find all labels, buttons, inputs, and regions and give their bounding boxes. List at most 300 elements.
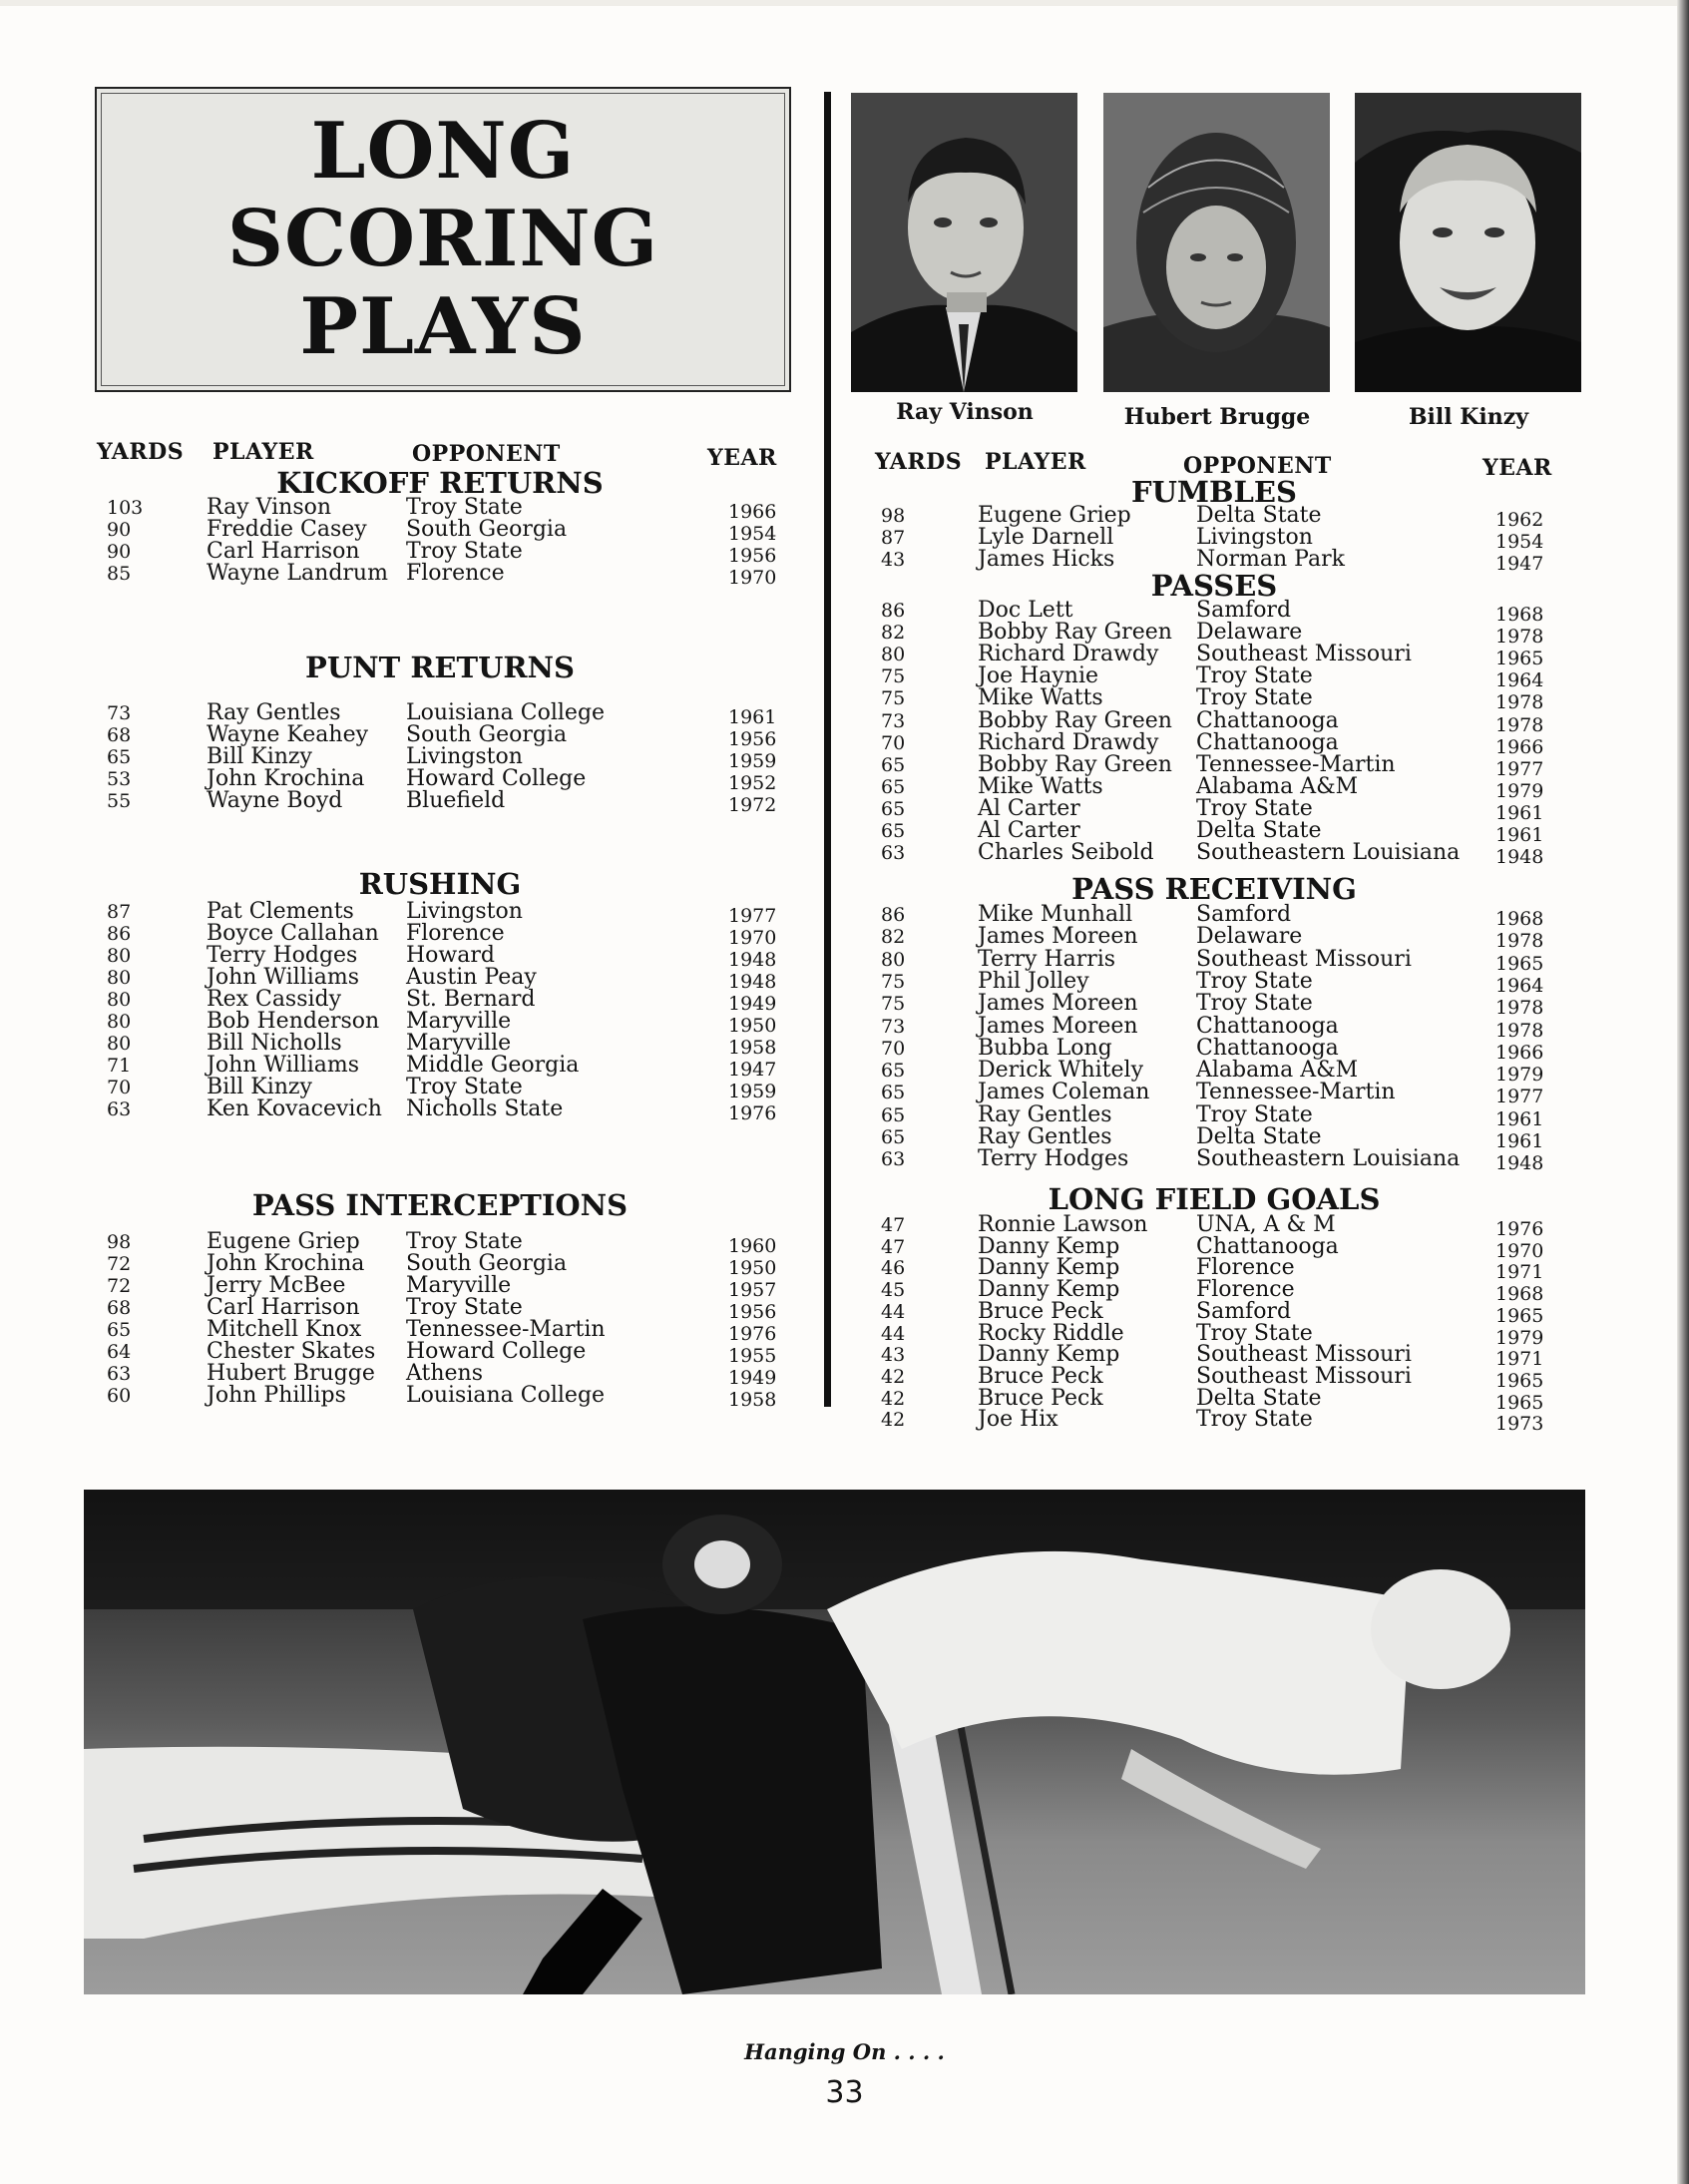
row-year: 1979 [1495,1064,1544,1087]
row-year: 1977 [1495,757,1544,780]
stat-row [0,1320,1689,1349]
row-opponent: South Georgia [406,722,568,747]
row-opponent: Livingston [1196,525,1313,550]
row-opponent: Troy State [406,495,523,520]
row-player: Ronnie Lawson [978,1212,1148,1237]
row-yards: 87 [107,901,132,923]
row-year: 1961 [1495,1130,1544,1152]
row-year: 1949 [728,993,777,1015]
row-opponent: Troy State [1196,685,1313,711]
row-player: Freddie Casey [207,517,367,542]
row-yards: 86 [881,600,906,622]
page-number: 33 [825,2075,864,2110]
row-yards: 70 [881,1037,906,1060]
row-opponent: Troy State [406,1075,523,1099]
row-year: 1961 [1495,824,1544,846]
photo-caption-2: Hubert Brugge [1123,404,1311,430]
section-title: RUSHING [358,867,522,901]
row-opponent: Maryville [406,1273,512,1298]
section-title: FUMBLES [1131,475,1297,509]
row-year: 1955 [728,1345,777,1367]
row-yards: 73 [107,702,132,724]
photo-bill-kinzy [1355,93,1581,392]
row-year: 1979 [1495,779,1544,802]
row-yards: 68 [107,724,132,746]
right-header-opponent: OPPONENT [1183,453,1332,479]
row-opponent: Samford [1196,1298,1292,1324]
stat-row [0,795,1689,824]
row-opponent: Alabama A&M [1196,773,1359,799]
row-opponent: Livingston [406,899,523,924]
row-opponent: Athens [406,1361,483,1386]
row-player: Danny Kemp [978,1233,1120,1259]
row-player: Ray Gentles [978,1124,1112,1149]
row-opponent: Samford [1196,902,1292,927]
stat-row [0,620,1689,649]
row-year: 1977 [1495,1086,1544,1108]
row-yards: 65 [107,1319,132,1341]
row-opponent: Livingston [406,744,523,769]
row-yards: 72 [107,1253,132,1275]
row-yards: 42 [881,1387,906,1410]
row-opponent: Tennessee-Martin [1196,751,1396,777]
row-yards: 103 [107,497,144,519]
row-opponent: South Georgia [406,517,568,542]
row-opponent: Chattanooga [1196,1035,1339,1061]
stat-row [0,1385,1689,1414]
row-player: Eugene Griep [978,503,1131,528]
row-player: Chester Skates [207,1339,376,1364]
row-yards: 63 [107,1363,132,1385]
row-player: Wayne Landrum [207,561,388,586]
row-yards: 87 [881,527,906,549]
row-player: Rex Cassidy [207,987,342,1012]
row-opponent: Troy State [1196,1320,1313,1346]
row-yards: 70 [107,1077,132,1098]
row-year: 1964 [1495,974,1544,997]
row-year: 1948 [728,971,777,993]
row-year: 1948 [1495,846,1544,869]
right-header-player: PLAYER [985,449,1086,475]
stat-row [0,1212,1689,1240]
row-player: Bobby Ray Green [978,620,1172,646]
row-opponent: Troy State [1196,968,1313,994]
row-opponent: Southeast Missouri [1196,1363,1412,1389]
row-player: Bill Kinzy [207,1075,312,1099]
row-player: Phil Jolley [978,968,1089,994]
row-player: Bob Henderson [207,1009,380,1034]
row-opponent: Southeastern Louisiana [1196,840,1461,866]
row-yards: 75 [881,665,906,688]
row-year: 1978 [1495,691,1544,714]
row-player: Joe Hix [978,1407,1058,1433]
row-opponent: Howard College [406,766,587,791]
row-player: Bill Kinzy [207,744,312,769]
row-yards: 64 [107,1341,132,1363]
stat-row [0,1146,1689,1175]
row-year: 1964 [1495,669,1544,692]
row-yards: 82 [881,622,906,645]
row-player: Mike Watts [978,773,1103,799]
row-player: James Coleman [978,1080,1150,1105]
row-year: 1976 [1495,1218,1544,1240]
row-yards: 90 [107,541,132,563]
row-year: 1957 [728,1279,777,1301]
row-player: Terry Hodges [978,1146,1129,1172]
row-opponent: Troy State [406,1295,523,1320]
row-year: 1948 [728,949,777,971]
row-yards: 63 [107,1098,132,1120]
row-opponent: Delta State [1196,818,1322,843]
row-opponent: Delaware [1196,924,1303,950]
row-yards: 80 [107,945,132,967]
row-yards: 70 [881,731,906,754]
row-opponent: Troy State [1196,663,1313,689]
row-player: Hubert Brugge [207,1361,375,1386]
photo-hubert-brugge [1103,93,1330,392]
row-yards: 75 [881,970,906,993]
row-year: 1965 [1495,1304,1544,1327]
row-year: 1972 [728,794,777,816]
row-yards: 44 [881,1322,906,1345]
row-player: Derick Whitely [978,1058,1143,1084]
row-player: John Krochina [207,1251,365,1276]
row-yards: 65 [881,775,906,798]
stat-row [0,1363,1689,1392]
row-yards: 80 [107,967,132,989]
row-yards: 65 [881,753,906,776]
stat-row [0,924,1689,953]
row-year: 1949 [728,1367,777,1389]
row-year: 1956 [728,545,777,567]
row-player: Danny Kemp [978,1277,1120,1303]
stat-row [0,1233,1689,1262]
row-yards: 65 [107,746,132,768]
row-year: 1970 [728,927,777,949]
row-year: 1954 [728,523,777,545]
row-yards: 65 [881,797,906,820]
row-year: 1956 [728,1301,777,1323]
row-yards: 71 [107,1055,132,1077]
row-year: 1958 [728,1389,777,1411]
row-year: 1950 [728,1257,777,1279]
row-opponent: Florence [1196,1255,1295,1281]
stat-row [0,1255,1689,1284]
row-year: 1971 [1495,1348,1544,1371]
row-opponent: Troy State [1196,795,1313,821]
row-player: Rocky Riddle [978,1320,1124,1346]
section-title: PASS RECEIVING [1071,872,1357,906]
row-opponent: Alabama A&M [1196,1058,1359,1084]
row-yards: 72 [107,1275,132,1297]
row-player: Carl Harrison [207,539,360,564]
row-year: 1965 [1495,1391,1544,1414]
row-yards: 65 [881,1103,906,1126]
row-yards: 85 [107,563,132,585]
right-header-year: YEAR [1482,455,1552,481]
row-opponent: Troy State [1196,991,1313,1017]
section-title: PUNT RETURNS [305,651,575,684]
row-yards: 65 [881,820,906,842]
row-yards: 68 [107,1297,132,1319]
row-year: 1966 [1495,735,1544,758]
row-player: Bruce Peck [978,1363,1103,1389]
row-player: Mike Munhall [978,902,1133,927]
section-title: LONG FIELD GOALS [1048,1182,1381,1216]
left-header-player: PLAYER [212,439,314,465]
section-title: KICKOFF RETURNS [276,466,604,500]
row-yards: 98 [881,505,906,527]
row-yards: 53 [107,768,132,790]
title-inner [101,93,785,386]
row-player: Bruce Peck [978,1385,1103,1411]
title-box [95,87,791,392]
row-year: 1965 [1495,648,1544,670]
row-year: 1959 [728,750,777,772]
row-year: 1947 [1495,553,1544,575]
row-year: 1968 [1495,908,1544,930]
row-opponent: Austin Peay [406,965,537,990]
row-yards: 90 [107,519,132,541]
row-year: 1978 [1495,626,1544,649]
row-opponent: Delaware [1196,620,1303,646]
row-player: Richard Drawdy [978,642,1159,667]
row-player: Jerry McBee [207,1273,346,1298]
row-opponent: Tennessee-Martin [1196,1080,1396,1105]
row-opponent: Howard [406,943,495,968]
photo-caption-bottom: Hanging On . . . . [744,2039,945,2064]
row-opponent: Southeast Missouri [1196,946,1412,972]
action-photo [84,1490,1585,1994]
row-opponent: Chattanooga [1196,729,1339,755]
row-player: Ray Gentles [978,1101,1112,1127]
row-year: 1978 [1495,930,1544,953]
row-opponent: Nicholls State [406,1096,564,1121]
row-player: James Moreen [978,991,1138,1017]
row-yards: 55 [107,790,132,812]
row-player: Doc Lett [978,598,1073,623]
row-player: Ken Kovacevich [207,1096,382,1121]
row-opponent: Louisiana College [406,700,606,725]
row-player: Al Carter [978,818,1080,843]
row-year: 1970 [1495,1239,1544,1262]
row-player: Eugene Griep [207,1229,360,1254]
row-player: Bruce Peck [978,1298,1103,1324]
row-year: 1976 [728,1323,777,1345]
row-year: 1971 [1495,1261,1544,1284]
row-yards: 43 [881,1344,906,1367]
row-player: Richard Drawdy [978,729,1159,755]
row-player: James Moreen [978,924,1138,950]
row-yards: 47 [881,1214,906,1236]
row-yards: 80 [881,948,906,971]
row-yards: 86 [107,923,132,945]
stat-row [0,1013,1689,1042]
row-year: 1978 [1495,997,1544,1020]
title-line-3: PLAYS [299,281,587,372]
row-yards: 73 [881,709,906,732]
stat-row [0,818,1689,846]
row-year: 1965 [1495,1369,1544,1392]
row-player: Mitchell Knox [207,1317,362,1342]
row-player: Lyle Darnell [978,525,1114,550]
row-opponent: St. Bernard [406,987,536,1012]
row-opponent: UNA, A & M [1196,1212,1336,1237]
title-line-1: LONG [310,106,576,197]
row-opponent: Florence [1196,1277,1295,1303]
row-opponent: Troy State [406,539,523,564]
row-yards: 98 [107,1231,132,1253]
row-year: 1968 [1495,604,1544,626]
row-yards: 42 [881,1365,906,1388]
row-player: Boyce Callahan [207,921,379,946]
row-player: John Williams [207,965,360,990]
photo-caption-1: Ray Vinson [896,399,1034,425]
row-yards: 63 [881,1148,906,1171]
row-yards: 47 [881,1235,906,1258]
row-year: 1970 [728,567,777,589]
row-yards: 80 [107,1011,132,1033]
row-opponent: Chattanooga [1196,707,1339,733]
title-line-2: SCORING [226,194,659,284]
row-yards: 80 [107,989,132,1011]
row-player: Danny Kemp [978,1342,1120,1368]
row-player: Pat Clements [207,899,354,924]
stat-row [0,902,1689,930]
right-header-yards: YARDS [875,449,963,475]
row-yards: 73 [881,1015,906,1038]
row-year: 1954 [1495,531,1544,553]
row-opponent: Delta State [1196,1385,1322,1411]
row-yards: 65 [881,1060,906,1083]
row-yards: 65 [881,1126,906,1148]
left-header-year: YEAR [707,445,777,471]
row-opponent: Chattanooga [1196,1013,1339,1039]
photo-caption-3: Bill Kinzy [1408,404,1529,430]
row-opponent: Southeast Missouri [1196,1342,1412,1368]
row-player: Danny Kemp [978,1255,1120,1281]
section-title: PASSES [1150,569,1278,603]
row-opponent: Maryville [406,1009,512,1034]
row-opponent: Bluefield [406,788,506,813]
row-yards: 44 [881,1300,906,1323]
row-opponent: Delta State [1196,1124,1322,1149]
row-opponent: Southeastern Louisiana [1196,1146,1461,1172]
stat-row [0,1277,1689,1306]
row-opponent: Middle Georgia [406,1053,580,1078]
row-opponent: Tennessee-Martin [406,1317,606,1342]
stat-row [0,1342,1689,1371]
row-year: 1961 [1495,1107,1544,1130]
row-year: 1976 [728,1102,777,1124]
row-year: 1950 [728,1015,777,1037]
row-year: 1961 [728,706,777,728]
stat-row [0,1124,1689,1152]
row-opponent: Samford [1196,598,1292,623]
row-year: 1961 [1495,801,1544,824]
row-opponent: Norman Park [1196,547,1345,572]
row-yards: 43 [881,549,906,571]
row-opponent: Delta State [1196,503,1322,528]
row-player: John Krochina [207,766,365,791]
row-player: Charles Seibold [978,840,1154,866]
row-player: Mike Watts [978,685,1103,711]
left-header-yards: YARDS [97,439,185,465]
row-year: 1968 [1495,1283,1544,1306]
stat-row [0,598,1689,626]
row-player: Al Carter [978,795,1080,821]
row-yards: 45 [881,1279,906,1302]
row-year: 1956 [728,728,777,750]
row-year: 1959 [728,1081,777,1102]
row-player: James Hicks [978,547,1115,572]
row-year: 1958 [728,1037,777,1059]
row-opponent: Florence [406,561,505,586]
section-title: PASS INTERCEPTIONS [251,1188,629,1222]
row-year: 1978 [1495,713,1544,736]
row-year: 1978 [1495,1019,1544,1042]
row-player: Wayne Boyd [207,788,343,813]
row-player: Ray Gentles [207,700,341,725]
stat-row [0,1407,1689,1436]
page-top-edge [0,0,1689,6]
row-player: Bubba Long [978,1035,1112,1061]
row-player: Carl Harrison [207,1295,360,1320]
row-opponent: Troy State [1196,1101,1313,1127]
row-yards: 75 [881,993,906,1016]
row-player: James Moreen [978,1013,1138,1039]
row-opponent: Chattanooga [1196,1233,1339,1259]
row-opponent: Florence [406,921,505,946]
stat-row [0,1298,1689,1327]
row-yards: 60 [107,1385,132,1407]
row-year: 1977 [728,905,777,927]
row-player: Wayne Keahey [207,722,369,747]
row-player: Bill Nicholls [207,1031,342,1056]
row-yards: 80 [107,1033,132,1055]
row-year: 1966 [1495,1041,1544,1064]
stat-row [0,1101,1689,1130]
row-yards: 46 [881,1257,906,1280]
row-yards: 82 [881,926,906,949]
stat-row [0,840,1689,869]
row-player: John Phillips [207,1383,346,1408]
row-opponent: Troy State [406,1229,523,1254]
row-opponent: Troy State [1196,1407,1313,1433]
left-header-opponent: OPPONENT [412,441,561,467]
row-yards: 80 [881,644,906,666]
row-player: Terry Harris [978,946,1116,972]
row-year: 1952 [728,772,777,794]
row-opponent: Maryville [406,1031,512,1056]
row-yards: 42 [881,1409,906,1432]
row-year: 1947 [728,1059,777,1081]
row-year: 1966 [728,501,777,523]
row-player: Terry Hodges [207,943,358,968]
row-opponent: Howard College [406,1339,587,1364]
photo-ray-vinson [851,93,1077,392]
row-player: Joe Haynie [978,663,1099,689]
stat-row [0,1080,1689,1108]
row-player: Bobby Ray Green [978,707,1172,733]
row-year: 1973 [1495,1413,1544,1436]
row-year: 1962 [1495,509,1544,531]
stat-row [0,946,1689,975]
row-yards: 86 [881,904,906,926]
row-player: John Williams [207,1053,360,1078]
row-year: 1965 [1495,952,1544,975]
row-yards: 65 [881,1082,906,1104]
